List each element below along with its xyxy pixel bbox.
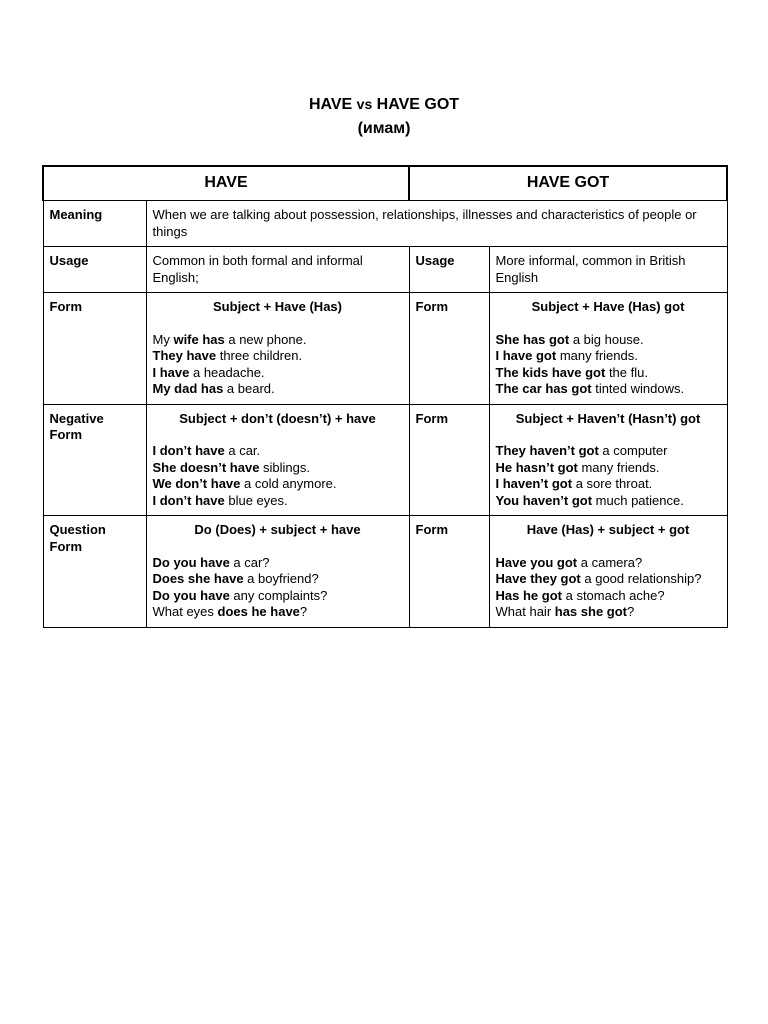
example-bold-part: Do you have: [152, 587, 230, 603]
example-text-part: a computer: [598, 443, 668, 458]
example-bold-part: Do you have: [152, 554, 230, 570]
example-sentence: [496, 443, 721, 460]
example-text-part: any complaints?: [229, 587, 328, 603]
example-bold-part: Have you got: [495, 554, 578, 570]
usage-label-right: Usage: [409, 247, 489, 293]
example-sentence: [496, 332, 721, 349]
usage-text-left: Common in both formal and informal English;: [146, 247, 409, 293]
example-text-part: a big house.: [569, 331, 644, 347]
example-bold-part: I have got: [495, 348, 557, 363]
form-cell-left: [146, 293, 409, 405]
example-sentence: [496, 476, 721, 493]
form-examples-left: [153, 332, 403, 398]
usage-text-right: More informal, common in British English: [489, 247, 727, 293]
example-bold-part: has she got: [554, 604, 628, 619]
example-bold-part: I don’t have: [152, 443, 225, 458]
example-sentence: [153, 365, 403, 382]
example-text-part: many friends.: [556, 348, 638, 363]
example-text-part: the flu.: [605, 364, 648, 380]
example-bold-part: Have they got: [495, 571, 581, 586]
form-row: [43, 293, 727, 405]
example-bold-part: I haven’t got: [495, 476, 573, 491]
example-text-part: My: [152, 331, 174, 347]
example-text-part: a camera?: [577, 554, 643, 570]
example-text-part: What eyes: [152, 604, 218, 619]
example-sentence: [153, 604, 403, 621]
meaning-row: [43, 201, 727, 247]
have-vs-have-got-table: [42, 165, 728, 628]
form-formula-right: Subject + Have (Has) got: [531, 299, 685, 314]
example-text-part: ?: [299, 604, 308, 619]
example-sentence: [153, 443, 403, 460]
example-text-part: a boyfriend?: [243, 571, 319, 586]
example-sentence: [496, 365, 721, 382]
question-label-right: Form: [409, 516, 489, 628]
question-examples-left: [153, 555, 403, 621]
example-sentence: [153, 555, 403, 572]
form-label-right: Form: [409, 293, 489, 405]
negative-row: [43, 404, 727, 516]
example-bold-part: The car has got: [495, 381, 592, 396]
example-text-part: a stomach ache?: [561, 587, 665, 603]
example-sentence: [153, 460, 403, 477]
example-bold-part: Does she have: [152, 571, 244, 586]
question-formula-left: Do (Does) + subject + have: [194, 522, 361, 537]
table-header-row: [43, 166, 727, 201]
example-text-part: What hair: [495, 604, 555, 619]
example-bold-part: wife has: [173, 331, 225, 347]
example-text-part: a sore throat.: [572, 476, 653, 491]
question-cell-right: [489, 516, 727, 628]
question-formula-right: Have (Has) + subject + got: [526, 522, 690, 537]
example-sentence: [496, 460, 721, 477]
negative-cell-right: [489, 404, 727, 516]
form-label-left: Form: [43, 293, 146, 405]
question-row: [43, 516, 727, 628]
example-sentence: [153, 332, 403, 349]
usage-row: [43, 247, 727, 293]
example-text-part: much patience.: [592, 492, 684, 508]
header-have: HAVE: [43, 166, 409, 201]
example-bold-part: She has got: [495, 331, 570, 347]
example-text-part: three children.: [216, 348, 303, 363]
example-sentence: [496, 381, 721, 398]
example-sentence: [496, 493, 721, 510]
example-bold-part: They haven’t got: [495, 443, 599, 458]
example-bold-part: They have: [152, 348, 217, 363]
meaning-text: When we are talking about possession, relationships, illnesses and characteristics of people or things: [146, 201, 727, 247]
example-sentence: [153, 588, 403, 605]
example-text-part: ?: [627, 604, 635, 619]
example-sentence: [153, 476, 403, 493]
example-sentence: [153, 348, 403, 365]
example-text-part: many friends.: [577, 459, 660, 475]
title-have-got: HAVE GOT: [372, 96, 460, 113]
negative-formula-left: Subject + don’t (doesn’t) + have: [179, 410, 376, 426]
example-bold-part: I have: [152, 364, 190, 380]
example-text-part: a car?: [229, 554, 270, 570]
example-bold-part: The kids have got: [495, 364, 606, 380]
example-sentence: [496, 348, 721, 365]
negative-cell-left: [146, 404, 409, 516]
form-examples-right: [496, 332, 721, 398]
header-have-got: HAVE GOT: [409, 166, 727, 201]
example-sentence: [496, 571, 721, 588]
page-title: [0, 94, 768, 115]
example-sentence: [153, 571, 403, 588]
example-bold-part: You haven’t got: [495, 492, 593, 508]
question-examples-right: [496, 555, 721, 621]
meaning-label: Meaning: [43, 201, 146, 247]
example-sentence: [496, 555, 721, 572]
example-sentence: [153, 381, 403, 398]
form-formula-left: Subject + Have (Has): [213, 299, 342, 314]
example-bold-part: She doesn’t have: [152, 459, 260, 475]
example-text-part: tinted windows.: [591, 381, 685, 396]
example-text-part: a car.: [224, 443, 261, 458]
example-sentence: [496, 604, 721, 621]
question-cell-left: [146, 516, 409, 628]
example-bold-part: Has he got: [495, 587, 562, 603]
example-sentence: [153, 493, 403, 510]
example-sentence: [496, 588, 721, 605]
title-have: HAVE: [308, 96, 357, 113]
negative-examples-right: [496, 443, 721, 509]
example-text-part: a new phone.: [224, 331, 307, 347]
example-text-part: a cold anymore.: [240, 476, 337, 491]
form-cell-right: [489, 293, 727, 405]
example-text-part: a headache.: [189, 364, 265, 380]
negative-formula-right: Subject + Haven’t (Hasn’t) got: [515, 410, 701, 426]
example-bold-part: He hasn’t got: [495, 459, 578, 475]
example-text-part: blue eyes.: [224, 492, 288, 508]
example-bold-part: We don’t have: [152, 476, 241, 491]
title-vs: vs: [356, 96, 373, 112]
negative-label-left: Negative Form: [43, 404, 146, 516]
example-text-part: a good relationship?: [580, 571, 702, 586]
negative-label-right: Form: [409, 404, 489, 516]
usage-label-left: Usage: [43, 247, 146, 293]
page-subtitle: (имам): [357, 120, 411, 137]
example-bold-part: does he have: [217, 604, 300, 619]
question-label-left: Question Form: [43, 516, 146, 628]
example-text-part: a beard.: [223, 381, 275, 396]
example-text-part: siblings.: [259, 459, 310, 475]
example-bold-part: My dad has: [152, 381, 224, 396]
negative-examples-left: [153, 443, 403, 509]
example-bold-part: I don’t have: [152, 492, 225, 508]
